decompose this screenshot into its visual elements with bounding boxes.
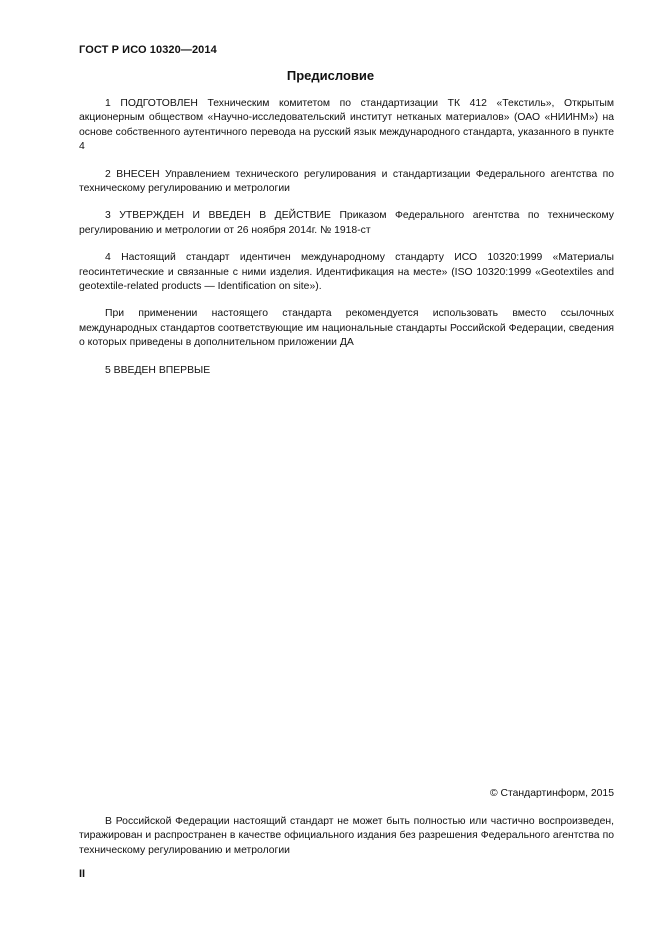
page-title: Предисловие [286, 68, 375, 83]
paragraph-first-introduced: 5 ВВЕДЕН ВПЕРВЫЕ [105, 364, 211, 376]
paragraph-references-note: При применении настоящего стандарта рекомендуется использовать вместо ссылочных международных стандартов соответствующие им национальные стандарты Российской Федерации, сведения о которых приведены в дополнительном приложении ДА [79, 308, 614, 349]
document-code-header: ГОСТ Р ИСО 10320—2014 [79, 44, 217, 56]
paragraph-identical-standard: 4 Настоящий стандарт идентичен международному стандарту ИСО 10320:1999 «Материалы геосинтетические и связанные с ними изделия. Идентификация на месте» (ISO 10320:1999 «Geotextiles and geotextile-related products — Identification on site»). [79, 252, 614, 293]
paragraph-approved: 3 УТВЕРЖДЕН И ВВЕДЕН В ДЕЙСТВИЕ Приказом Федерального агентства по техническому регулированию и метрологии от 26 ноября 2014г. № 1918-ст [79, 210, 614, 236]
reproduction-notice: В Российской Федерации настоящий стандарт не может быть полностью или частично воспроизведен, тиражирован и распространен в качестве официального издания без разрешения Федерального агентства по техническому регулированию и метрологии [79, 816, 614, 856]
paragraph-prepared-by: 1 ПОДГОТОВЛЕН Техническим комитетом по стандартизации ТК 412 «Текстиль», Открытым акционерным обществом «Научно-исследовательский институт нетканых материалов» (ОАО «НИИНМ») на основе собственного аутентичного перевода на русский язык международного стандарта, указанного в пункте 4 [79, 98, 614, 153]
copyright-line: © Стандартинформ, 2015 [489, 788, 614, 799]
paragraph-introduced-by: 2 ВНЕСЕН Управлением технического регулирования и стандартизации Федерального агентства по техническому регулированию и метрологии [79, 168, 614, 195]
page-number: II [79, 868, 86, 880]
foreword-body [79, 97, 614, 391]
